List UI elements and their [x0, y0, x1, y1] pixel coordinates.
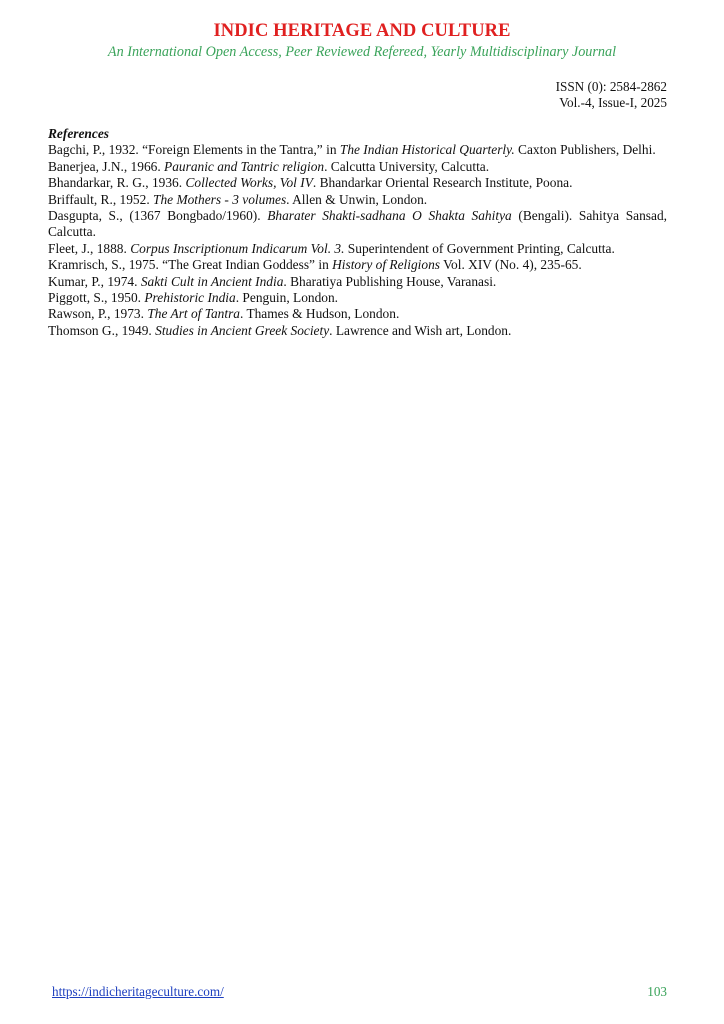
reference-item: Bagchi, P., 1932. “Foreign Elements in the Tantra,” in The Indian Historical Quarterly. Caxton Publishers, Delhi. — [48, 142, 656, 158]
journal-title: INDIC HERITAGE AND CULTURE — [213, 21, 511, 41]
references-section — [48, 126, 667, 339]
reference-list — [48, 142, 667, 339]
issn-number: ISSN (0): 2584-2862 — [555, 79, 667, 94]
reference-item: Thomson G., 1949. Studies in Ancient Greek Society. Lawrence and Wish art, London. — [48, 322, 512, 338]
page-footer — [52, 984, 667, 1000]
reference-item: Bhandarkar, R. G., 1936. Collected Works, Vol IV. Bhandarkar Oriental Research Institute, Poona. — [48, 175, 573, 191]
issue-info — [556, 79, 667, 110]
reference-item: Piggott, S., 1950. Prehistoric India. Penguin, London. — [48, 290, 339, 306]
reference-item: Banerjea, J.N., 1966. Pauranic and Tantric religion. Calcutta University, Calcutta. — [48, 158, 490, 174]
reference-item: Kumar, P., 1974. Sakti Cult in Ancient India. Bharatiya Publishing House, Varanasi. — [48, 273, 497, 289]
volume-issue: Vol.-4, Issue-I, 2025 — [559, 94, 667, 110]
reference-item: Rawson, P., 1973. The Art of Tantra. Thames & Hudson, London. — [48, 306, 400, 322]
references-heading: References — [48, 126, 109, 141]
reference-item: Briffault, R., 1952. The Mothers - 3 volumes. Allen & Unwin, London. — [48, 191, 428, 207]
reference-item: Fleet, J., 1888. Corpus Inscriptionum Indicarum Vol. 3. Superintendent of Government Printing, Calcutta. — [48, 240, 615, 256]
journal-website-link[interactable]: https://indicheritageculture.com/ — [52, 984, 224, 999]
journal-subtitle: An International Open Access, Peer Reviewed Refereed, Yearly Multidisciplinary Journal — [107, 44, 617, 60]
reference-item: Dasgupta, S., (1367 Bongbado/1960). Bharater Shakti-sadhana O Shakta Sahitya (Bengali). Sahitya Sansad, Calcutta. — [48, 208, 667, 240]
journal-header — [0, 20, 724, 61]
reference-item: Kramrisch, S., 1975. “The Great Indian Goddess” in History of Religions Vol. XIV (No. 4), 235-65. — [48, 257, 582, 273]
page-number: 103 — [647, 984, 667, 999]
